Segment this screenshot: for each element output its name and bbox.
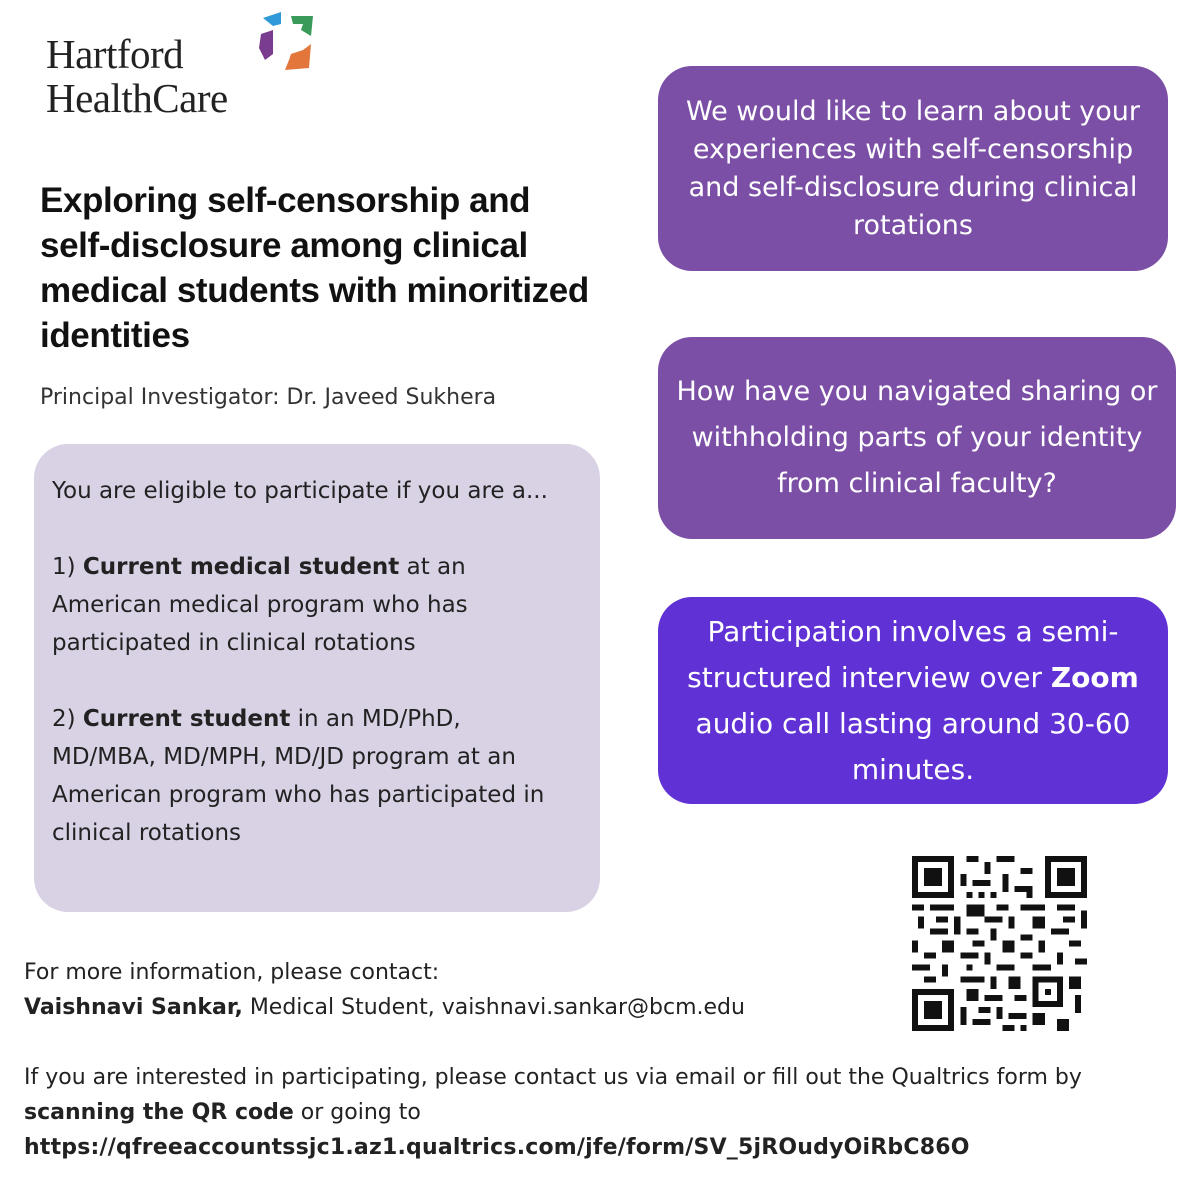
eligibility-item-1-bold: Current medical student	[82, 554, 400, 580]
navigate-text: How have you navigated sharing or withholding parts of your identity from clinical faculty?	[676, 376, 1158, 499]
interest-text: If you are interested in participating, please contact us via email or fill out the Qualtrics form by scanning the QR code or going to	[24, 1065, 1082, 1125]
interest-info	[24, 1060, 1174, 1165]
eligibility-intro: You are eligible to participate if you are a...	[52, 478, 548, 504]
navigate-question-bubble	[658, 337, 1176, 539]
eligibility-item-2-bold: Current student	[82, 706, 291, 732]
logo-mark-icon	[251, 8, 321, 78]
participation-text: Participation involves a semi-structured interview over Zoom audio call lasting around 30-60 minutes.	[687, 614, 1139, 786]
learn-bubble	[658, 66, 1168, 271]
study-title: Exploring self-censorship and self-disclosure among clinical medical students with minoritized identities	[40, 181, 589, 355]
logo-line-2: HealthCare	[46, 75, 228, 121]
qr-code[interactable]	[912, 856, 1087, 1031]
qualtrics-url-link[interactable]: https://qfreeaccountssjc1.az1.qualtrics.com/jfe/form/SV_5jROudyOiRbC86O	[24, 1135, 970, 1160]
contact-email[interactable]: Medical Student, vaishnavi.sankar@bcm.edu	[242, 995, 745, 1020]
logo-wordmark	[46, 32, 228, 120]
participation-bubble	[658, 597, 1168, 804]
scan-qr-label: scanning the QR code	[24, 1100, 294, 1125]
contact-info	[24, 955, 894, 1025]
eligibility-box	[34, 444, 600, 912]
eligibility-item-1: 1) Current medical student at an American medical program who has participated in clinical rotations	[52, 554, 468, 656]
principal-investigator: Principal Investigator: Dr. Javeed Sukhera	[40, 385, 497, 410]
zoom-label: Zoom	[1050, 660, 1139, 694]
logo-line-1: Hartford	[46, 31, 184, 77]
contact-line	[24, 990, 894, 1025]
contact-name: Vaishnavi Sankar,	[24, 995, 243, 1020]
eligibility-item-2: 2) Current student in an MD/PhD, MD/MBA, MD/MPH, MD/JD program at an American program who has participated in clinical rotations	[52, 706, 545, 846]
hartford-healthcare-logo	[46, 8, 326, 123]
learn-text: We would like to learn about your experiences with self-censorship and self-disclosure during clinical rotations	[686, 95, 1140, 241]
contact-heading: For more information, please contact:	[24, 960, 440, 985]
